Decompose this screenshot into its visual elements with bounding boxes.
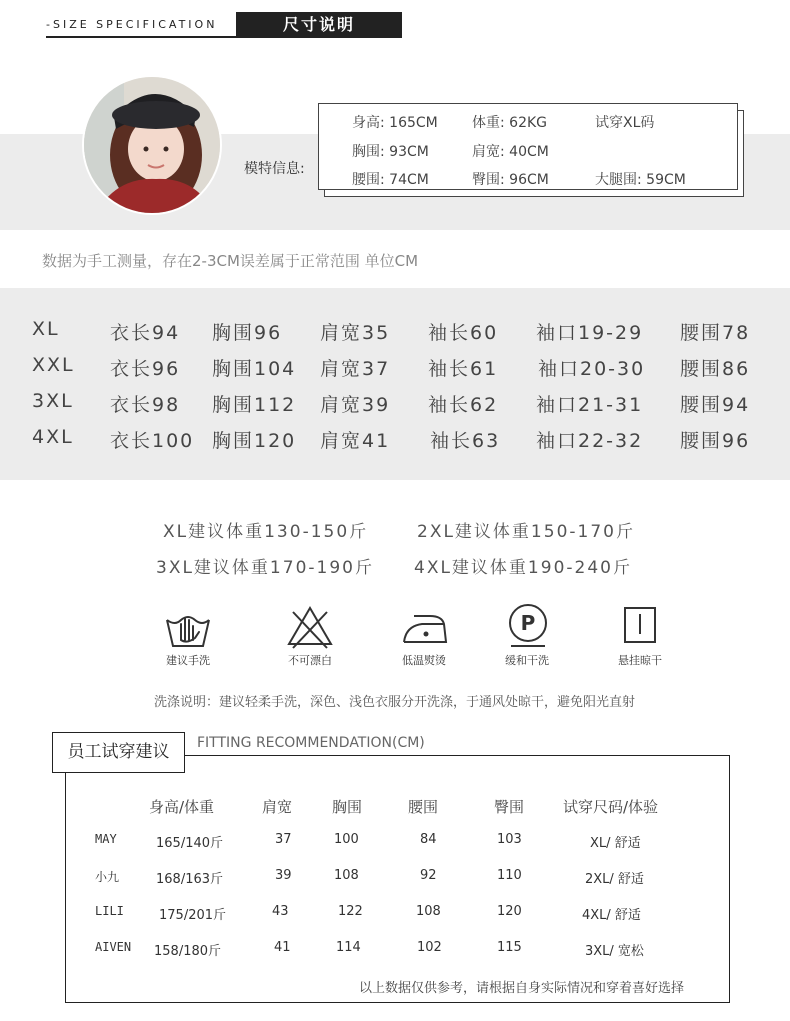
weight-recommendation: 2XL建议体重150-170斤 bbox=[417, 522, 635, 542]
fit-header-hip: 臀围 bbox=[494, 798, 525, 816]
fitting-english-title: FITTING RECOMMENDATION(CM) bbox=[197, 735, 425, 751]
no-bleach-icon bbox=[285, 604, 335, 650]
size-length: 衣长94 bbox=[110, 322, 181, 344]
fit-size-experience: 3XL/ 宽松 bbox=[585, 944, 644, 959]
model-waist: 腰围: 74CM bbox=[352, 172, 429, 188]
care-label-low-iron: 低温熨烫 bbox=[402, 654, 446, 667]
size-sleeve: 袖长63 bbox=[430, 430, 501, 452]
model-hip: 臀围: 96CM bbox=[472, 172, 549, 188]
fit-hip: 115 bbox=[497, 940, 522, 955]
care-label-hang-dry: 悬挂晾干 bbox=[618, 654, 662, 667]
fit-name: AIVEN bbox=[95, 940, 132, 954]
header-chinese-title: 尺寸说明 bbox=[236, 12, 402, 38]
size-shoulder: 肩宽37 bbox=[320, 358, 391, 380]
fit-size-experience: 2XL/ 舒适 bbox=[585, 872, 644, 887]
fit-name: LILI bbox=[95, 904, 124, 918]
care-label-no-bleach: 不可漂白 bbox=[288, 654, 332, 667]
size-label: XL bbox=[32, 318, 60, 340]
size-sleeve: 袖长60 bbox=[428, 322, 499, 344]
model-info-card bbox=[318, 103, 738, 190]
size-table bbox=[0, 288, 790, 480]
size-waist: 腰围96 bbox=[680, 430, 751, 452]
weight-recommendation: 4XL建议体重190-240斤 bbox=[414, 558, 632, 578]
model-thigh: 大腿围: 59CM bbox=[595, 172, 686, 188]
size-cuff: 袖口21-31 bbox=[536, 394, 644, 416]
fit-chest: 122 bbox=[338, 904, 363, 919]
size-label: 4XL bbox=[32, 426, 74, 448]
size-cuff: 袖口22-32 bbox=[536, 430, 644, 452]
size-shoulder: 肩宽39 bbox=[320, 394, 391, 416]
low-iron-icon bbox=[400, 604, 450, 650]
fit-header-chest: 胸围 bbox=[332, 798, 363, 816]
size-waist: 腰围86 bbox=[680, 358, 751, 380]
fit-header-shoulder: 肩宽 bbox=[262, 798, 293, 816]
size-chest: 胸围104 bbox=[212, 358, 297, 380]
model-size: 试穿XL码 bbox=[595, 115, 655, 131]
model-height: 身高: 165CM bbox=[352, 115, 438, 131]
fit-header-size-experience: 试穿尺码/体验 bbox=[563, 798, 659, 816]
fit-height-weight: 165/140斤 bbox=[156, 836, 224, 851]
fit-chest: 108 bbox=[334, 868, 359, 883]
size-waist: 腰围94 bbox=[680, 394, 751, 416]
size-chest: 胸围120 bbox=[212, 430, 297, 452]
fitting-footnote: 以上数据仅供参考，请根据自身实际情况和穿着喜好选择 bbox=[359, 981, 685, 996]
fit-height-weight: 175/201斤 bbox=[159, 908, 227, 923]
dry-clean-icon bbox=[503, 602, 553, 648]
model-avatar bbox=[82, 75, 222, 215]
fit-size-experience: 4XL/ 舒适 bbox=[582, 908, 641, 923]
fit-chest: 100 bbox=[334, 832, 359, 847]
size-length: 衣长98 bbox=[110, 394, 181, 416]
model-shoulder: 肩宽: 40CM bbox=[472, 144, 549, 160]
size-chest: 胸围112 bbox=[212, 394, 297, 416]
fit-chest: 114 bbox=[336, 940, 361, 955]
size-length: 衣长100 bbox=[110, 430, 195, 452]
model-info-label: 模特信息: bbox=[244, 161, 305, 177]
fit-height-weight: 158/180斤 bbox=[154, 944, 222, 959]
fitting-table bbox=[65, 755, 730, 1003]
fit-waist: 108 bbox=[416, 904, 441, 919]
care-label-hand-wash: 建议手洗 bbox=[166, 654, 210, 667]
fit-hip: 120 bbox=[497, 904, 522, 919]
size-label: XXL bbox=[32, 354, 75, 376]
fit-shoulder: 43 bbox=[272, 904, 289, 919]
fitting-title: 员工试穿建议 bbox=[52, 732, 185, 773]
size-label: 3XL bbox=[32, 390, 74, 412]
measurement-note: 数据为手工测量，存在2-3CM误差属于正常范围 单位CM bbox=[42, 252, 419, 270]
fit-hip: 103 bbox=[497, 832, 522, 847]
size-shoulder: 肩宽35 bbox=[320, 322, 391, 344]
size-waist: 腰围78 bbox=[680, 322, 751, 344]
fit-shoulder: 39 bbox=[275, 868, 292, 883]
size-sleeve: 袖长62 bbox=[428, 394, 499, 416]
size-shoulder: 肩宽41 bbox=[320, 430, 391, 452]
fit-height-weight: 168/163斤 bbox=[156, 872, 224, 887]
fit-header-height-weight: 身高/体重 bbox=[149, 798, 215, 816]
fit-header-waist: 腰围 bbox=[408, 798, 439, 816]
fit-hip: 110 bbox=[497, 868, 522, 883]
weight-recommendation: XL建议体重130-150斤 bbox=[163, 522, 369, 542]
hang-dry-icon bbox=[615, 604, 665, 650]
hand-wash-icon bbox=[163, 604, 213, 650]
washing-instructions: 洗涤说明：建议轻柔手洗，深色、浅色衣服分开洗涤，于通风处晾干，避免阳光直射 bbox=[154, 695, 636, 710]
fit-size-experience: XL/ 舒适 bbox=[590, 836, 641, 851]
size-length: 衣长96 bbox=[110, 358, 181, 380]
care-label-dry-clean: 缓和干洗 bbox=[505, 654, 549, 667]
weight-recommendation: 3XL建议体重170-190斤 bbox=[156, 558, 374, 578]
size-cuff: 袖口19-29 bbox=[536, 322, 644, 344]
model-weight: 体重: 62KG bbox=[472, 115, 548, 131]
fit-shoulder: 37 bbox=[275, 832, 292, 847]
fit-waist: 92 bbox=[420, 868, 437, 883]
fit-waist: 102 bbox=[417, 940, 442, 955]
size-cuff: 袖口20-30 bbox=[538, 358, 646, 380]
svg-text:P: P bbox=[520, 611, 536, 635]
model-photo-icon bbox=[84, 77, 222, 215]
fit-shoulder: 41 bbox=[274, 940, 291, 955]
fit-name: MAY bbox=[95, 832, 117, 846]
fit-waist: 84 bbox=[420, 832, 437, 847]
model-chest: 胸围: 93CM bbox=[352, 144, 429, 160]
header-english-title: -SIZE SPECIFICATION bbox=[46, 18, 218, 31]
fit-name: 小九 bbox=[95, 870, 120, 884]
size-chest: 胸围96 bbox=[212, 322, 283, 344]
size-sleeve: 袖长61 bbox=[428, 358, 499, 380]
